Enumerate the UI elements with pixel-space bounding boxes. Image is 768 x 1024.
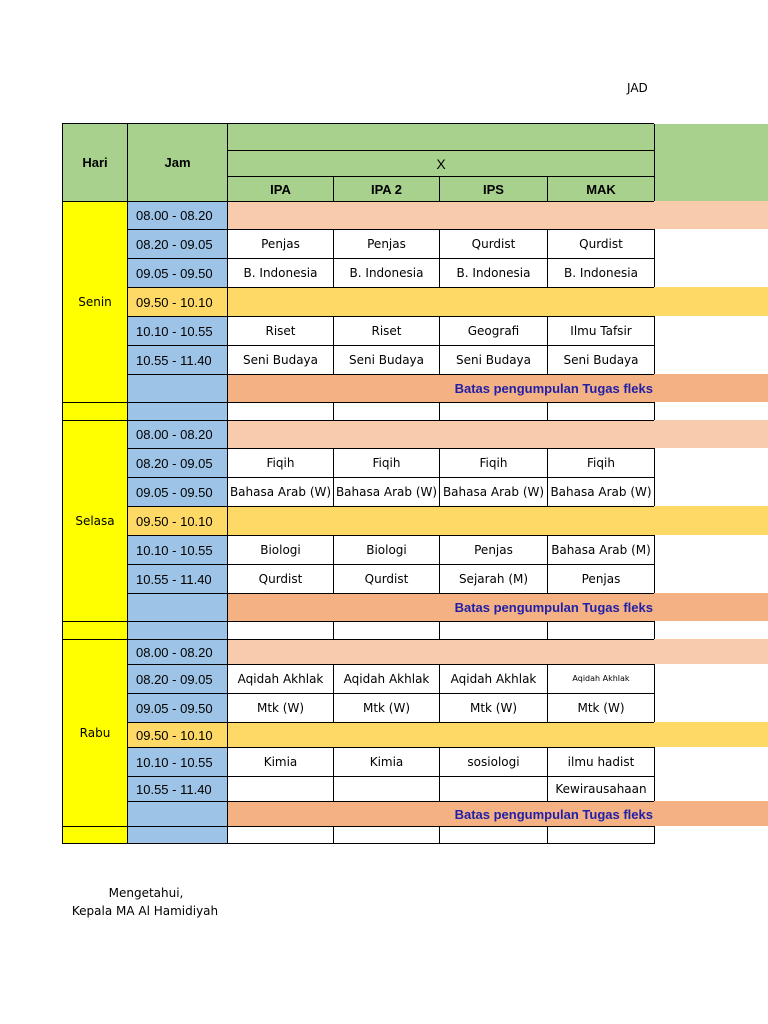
batas-note: Batas pengumpulan Tugas fleks	[228, 375, 655, 403]
row-extension-peach	[654, 201, 768, 229]
subject-cell: Kimia	[228, 748, 334, 777]
subject-cell: Seni Budaya	[334, 346, 440, 375]
time-cell: 08.20 - 09.05	[128, 449, 228, 478]
schedule-table	[62, 123, 655, 844]
time-cell-empty	[128, 594, 228, 622]
subject-cell: Fiqih	[228, 449, 334, 478]
empty-cell	[334, 827, 440, 844]
subject-cell: Biologi	[334, 536, 440, 565]
time-cell: 09.05 - 09.50	[128, 478, 228, 507]
page-title: JAD	[627, 81, 648, 95]
subject-cell: B. Indonesia	[440, 259, 548, 288]
empty-cell	[440, 622, 548, 640]
opening-slot	[228, 640, 655, 665]
subject-cell: Mtk (W)	[228, 694, 334, 723]
header-green-extension	[654, 124, 768, 202]
row-extension-yellow	[654, 506, 768, 535]
subject-cell: Bahasa Arab (W)	[548, 478, 655, 507]
time-cell-break: 09.50 - 10.10	[128, 723, 228, 748]
subject-cell: sosiologi	[440, 748, 548, 777]
header-hari: Hari	[63, 124, 128, 202]
break-slot	[228, 723, 655, 748]
subject-cell	[228, 777, 334, 802]
subject-cell: Bahasa Arab (M)	[548, 536, 655, 565]
subject-cell: Mtk (W)	[334, 694, 440, 723]
opening-slot	[228, 421, 655, 449]
subject-cell: Qurdist	[440, 230, 548, 259]
row-extension-yellow	[654, 722, 768, 747]
subject-cell: Penjas	[228, 230, 334, 259]
empty-cell	[228, 827, 334, 844]
time-cell: 10.10 - 10.55	[128, 317, 228, 346]
subject-cell: Fiqih	[440, 449, 548, 478]
footer-mengetahui: Mengetahui,	[108, 886, 184, 900]
time-cell: 10.10 - 10.55	[128, 748, 228, 777]
subject-cell: Riset	[334, 317, 440, 346]
subject-cell: B. Indonesia	[334, 259, 440, 288]
time-cell: 10.55 - 11.40	[128, 346, 228, 375]
subject-cell: Penjas	[334, 230, 440, 259]
batas-note: Batas pengumpulan Tugas fleks	[228, 594, 655, 622]
header-class: IPA 2	[334, 177, 440, 202]
time-cell: 08.00 - 08.20	[128, 421, 228, 449]
subject-cell: Seni Budaya	[548, 346, 655, 375]
subject-cell: Seni Budaya	[440, 346, 548, 375]
row-extension-orange	[654, 801, 768, 826]
footer-kepala: Kepala MA Al Hamidiyah	[71, 904, 219, 918]
empty-cell	[440, 827, 548, 844]
opening-slot	[228, 202, 655, 230]
subject-cell: Aqidah Akhlak	[440, 665, 548, 694]
subject-cell: Aqidah Akhlak	[228, 665, 334, 694]
subject-cell: Aqidah Akhlak	[334, 665, 440, 694]
time-cell: 10.55 - 11.40	[128, 565, 228, 594]
subject-cell: Ilmu Tafsir	[548, 317, 655, 346]
time-cell: 10.10 - 10.55	[128, 536, 228, 565]
subject-cell: Bahasa Arab (W)	[334, 478, 440, 507]
subject-cell: Geografi	[440, 317, 548, 346]
subject-cell: Seni Budaya	[228, 346, 334, 375]
subject-cell: Penjas	[548, 565, 655, 594]
empty-cell	[228, 403, 334, 421]
day-cell: Senin	[63, 202, 128, 403]
header-blank	[228, 124, 655, 151]
header-jam: Jam	[128, 124, 228, 202]
header-kelas: X	[228, 151, 655, 177]
header-class: IPA	[228, 177, 334, 202]
time-cell: 08.00 - 08.20	[128, 640, 228, 665]
day-cell: Selasa	[63, 421, 128, 622]
subject-cell: Qurdist	[228, 565, 334, 594]
subject-cell: Aqidah Akhlak	[548, 665, 655, 694]
day-separator	[63, 827, 128, 844]
time-cell-break: 09.50 - 10.10	[128, 288, 228, 317]
time-cell-break: 09.50 - 10.10	[128, 507, 228, 536]
subject-cell	[334, 777, 440, 802]
subject-cell: Sejarah (M)	[440, 565, 548, 594]
batas-note: Batas pengumpulan Tugas fleks	[228, 802, 655, 827]
time-cell-empty	[128, 375, 228, 403]
subject-cell: B. Indonesia	[548, 259, 655, 288]
subject-cell: Qurdist	[334, 565, 440, 594]
subject-cell: Biologi	[228, 536, 334, 565]
row-extension-peach	[654, 639, 768, 664]
row-extension-peach	[654, 420, 768, 448]
time-cell-empty	[128, 827, 228, 844]
subject-cell: Fiqih	[548, 449, 655, 478]
time-cell: 10.55 - 11.40	[128, 777, 228, 802]
subject-cell: Bahasa Arab (W)	[228, 478, 334, 507]
subject-cell: Fiqih	[334, 449, 440, 478]
time-cell-empty	[128, 403, 228, 421]
header-class: IPS	[440, 177, 548, 202]
empty-cell	[548, 827, 655, 844]
day-cell: Rabu	[63, 640, 128, 827]
break-slot	[228, 288, 655, 317]
empty-cell	[334, 622, 440, 640]
break-slot	[228, 507, 655, 536]
time-cell: 08.20 - 09.05	[128, 230, 228, 259]
subject-cell: Qurdist	[548, 230, 655, 259]
subject-cell: Mtk (W)	[548, 694, 655, 723]
subject-cell: Mtk (W)	[440, 694, 548, 723]
subject-cell: Bahasa Arab (W)	[440, 478, 548, 507]
subject-cell: Penjas	[440, 536, 548, 565]
time-cell: 08.00 - 08.20	[128, 202, 228, 230]
subject-cell: Kimia	[334, 748, 440, 777]
header-class: MAK	[548, 177, 655, 202]
row-extension-yellow	[654, 287, 768, 316]
day-separator	[63, 622, 128, 640]
subject-cell: Riset	[228, 317, 334, 346]
time-cell: 09.05 - 09.50	[128, 259, 228, 288]
day-separator	[63, 403, 128, 421]
empty-cell	[548, 622, 655, 640]
time-cell: 08.20 - 09.05	[128, 665, 228, 694]
time-cell: 09.05 - 09.50	[128, 694, 228, 723]
time-cell-empty	[128, 802, 228, 827]
empty-cell	[548, 403, 655, 421]
time-cell-empty	[128, 622, 228, 640]
subject-cell: B. Indonesia	[228, 259, 334, 288]
row-extension-orange	[654, 374, 768, 402]
subject-cell	[440, 777, 548, 802]
empty-cell	[228, 622, 334, 640]
subject-cell: ilmu hadist	[548, 748, 655, 777]
subject-cell: Kewirausahaan	[548, 777, 655, 802]
empty-cell	[440, 403, 548, 421]
row-extension-orange	[654, 593, 768, 621]
empty-cell	[334, 403, 440, 421]
